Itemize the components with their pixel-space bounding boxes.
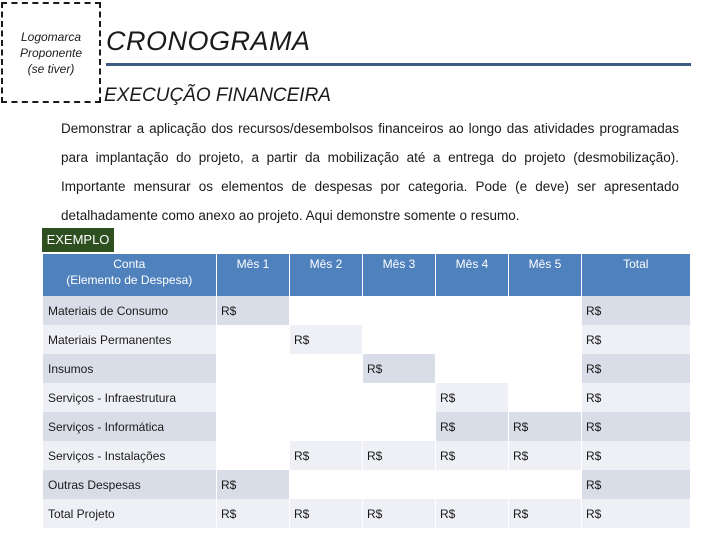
row-label: Materiais Permanentes <box>43 325 217 354</box>
month-2-cell: R$ <box>290 441 363 470</box>
month-3-cell: R$ <box>363 354 436 383</box>
description-paragraph: Demonstrar a aplicação dos recursos/desembolsos financeiros ao longo das atividades programadas para implantação do projeto, a partir da mobilização até a entrega do projeto (desmobilização). Importante mensurar os elementos de despesas por categoria. Pode (e deve) ser apresentado detalhadamente como anexo ao projeto. Aqui demonstre somente o resumo. <box>61 121 679 223</box>
month-2-cell: R$ <box>290 499 363 528</box>
month-2-cell <box>290 470 363 499</box>
month-2-cell <box>290 383 363 412</box>
month-5-cell: R$ <box>509 412 582 441</box>
month-4-cell: R$ <box>436 383 509 412</box>
total-cell: R$ <box>582 325 690 354</box>
month-1-cell: R$ <box>217 296 290 325</box>
column-header-month-3: Mês 3 <box>363 254 436 296</box>
table-row <box>43 499 690 528</box>
column-header-account: Conta (Elemento de Despesa) <box>43 254 217 296</box>
month-5-cell <box>509 354 582 383</box>
month-3-cell: R$ <box>363 499 436 528</box>
table-row <box>43 470 690 499</box>
financial-schedule-table <box>42 254 690 528</box>
row-label: Total Projeto <box>43 499 217 528</box>
month-1-cell <box>217 383 290 412</box>
month-5-cell <box>509 325 582 354</box>
month-4-cell <box>436 354 509 383</box>
month-3-cell <box>363 412 436 441</box>
month-1-cell <box>217 354 290 383</box>
column-header-month-2: Mês 2 <box>290 254 363 296</box>
section-subtitle: EXECUÇÃO FINANCEIRA <box>104 85 331 106</box>
month-3-cell <box>363 325 436 354</box>
month-5-cell: R$ <box>509 499 582 528</box>
column-header-month-1: Mês 1 <box>217 254 290 296</box>
month-3-cell <box>363 383 436 412</box>
month-4-cell <box>436 296 509 325</box>
month-3-cell <box>363 470 436 499</box>
row-label: Serviços - Infraestrutura <box>43 383 217 412</box>
table-row <box>43 412 690 441</box>
page-title: CRONOGRAMA <box>106 26 311 56</box>
total-cell: R$ <box>582 296 690 325</box>
total-cell: R$ <box>582 383 690 412</box>
row-label: Serviços - Instalações <box>43 441 217 470</box>
month-1-cell <box>217 441 290 470</box>
month-3-cell: R$ <box>363 441 436 470</box>
column-header-month-4: Mês 4 <box>436 254 509 296</box>
table-row <box>43 296 690 325</box>
month-4-cell <box>436 325 509 354</box>
table-row <box>43 441 690 470</box>
month-3-cell <box>363 296 436 325</box>
row-label: Materiais de Consumo <box>43 296 217 325</box>
table-header-row <box>43 254 690 296</box>
month-2-cell <box>290 412 363 441</box>
month-5-cell <box>509 470 582 499</box>
month-1-cell: R$ <box>217 499 290 528</box>
month-2-cell: R$ <box>290 325 363 354</box>
month-4-cell: R$ <box>436 412 509 441</box>
month-1-cell <box>217 325 290 354</box>
total-cell: R$ <box>582 354 690 383</box>
month-4-cell: R$ <box>436 441 509 470</box>
row-label: Outras Despesas <box>43 470 217 499</box>
month-5-cell <box>509 296 582 325</box>
month-4-cell <box>436 470 509 499</box>
month-1-cell: R$ <box>217 470 290 499</box>
table-row <box>43 383 690 412</box>
total-cell: R$ <box>582 412 690 441</box>
month-5-cell: R$ <box>509 441 582 470</box>
total-cell: R$ <box>582 499 690 528</box>
row-label: Insumos <box>43 354 217 383</box>
month-5-cell <box>509 383 582 412</box>
table-row <box>43 354 690 383</box>
table-row <box>43 325 690 354</box>
column-header-total: Total <box>582 254 690 296</box>
month-4-cell: R$ <box>436 499 509 528</box>
month-2-cell <box>290 354 363 383</box>
month-1-cell <box>217 412 290 441</box>
logo-placeholder <box>1 2 101 103</box>
month-2-cell <box>290 296 363 325</box>
logo-placeholder-text: Logomarca Proponente (se tiver) <box>19 29 83 76</box>
total-cell: R$ <box>582 470 690 499</box>
example-badge: EXEMPLO <box>42 228 114 252</box>
title-underline <box>106 63 691 66</box>
total-cell: R$ <box>582 441 690 470</box>
row-label: Serviços - Informática <box>43 412 217 441</box>
column-header-month-5: Mês 5 <box>509 254 582 296</box>
